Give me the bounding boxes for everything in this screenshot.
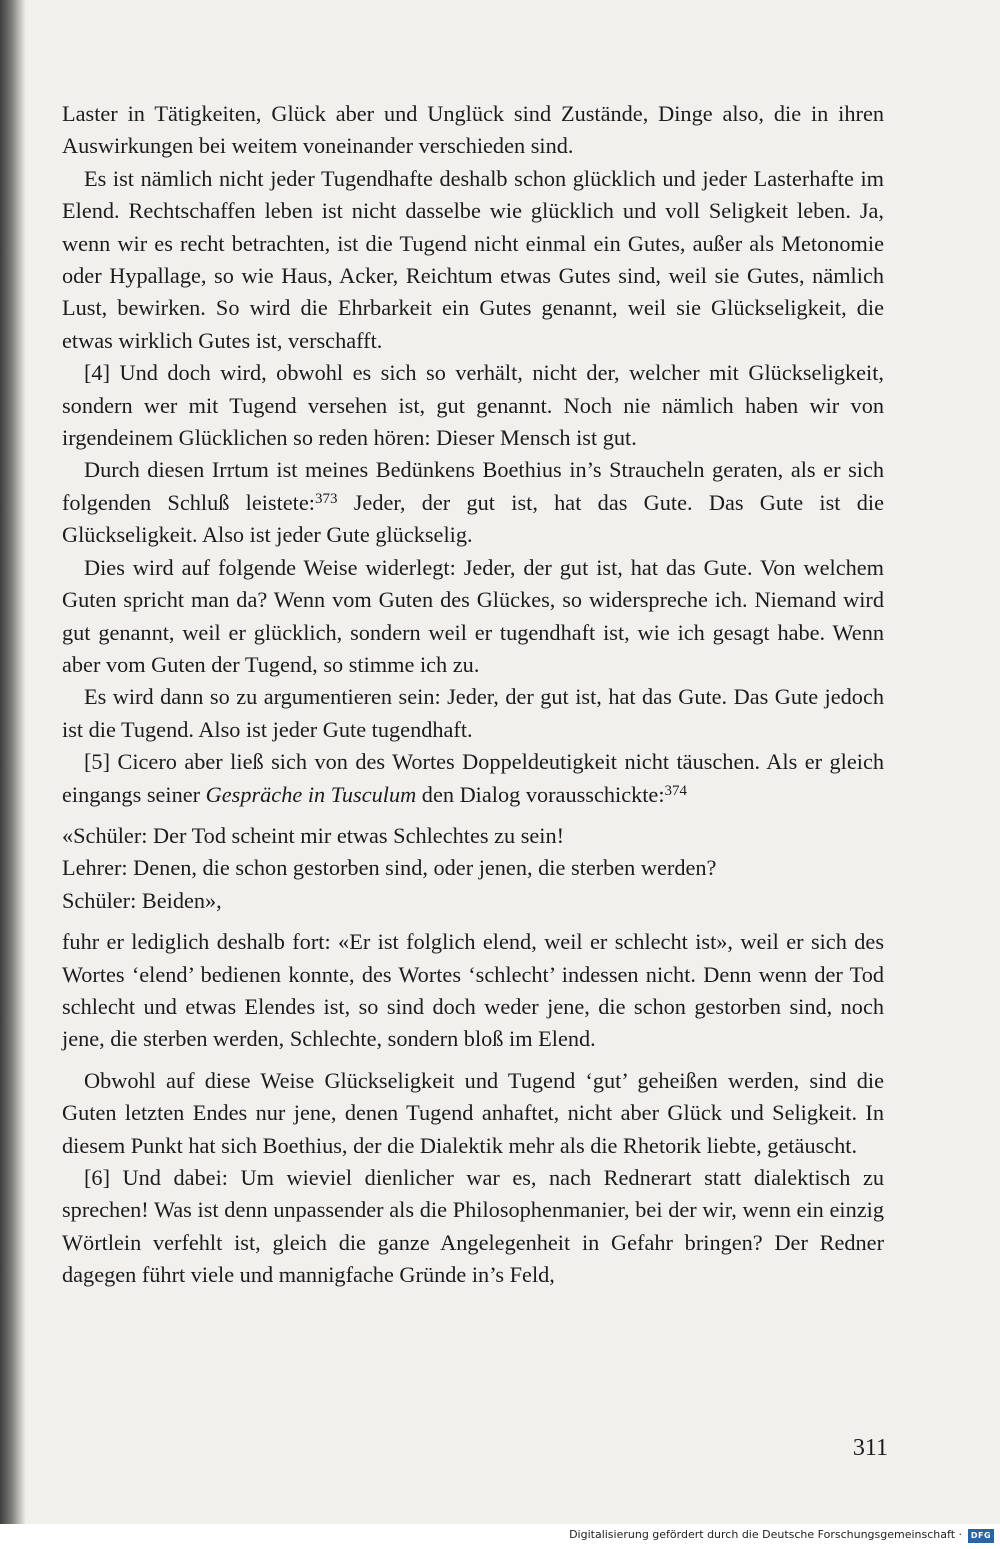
paragraph: Obwohl auf diese Weise Glückseligkeit und Tugend ‘gut’ geheißen werden, sind die Guten letzten Endes nur jene, denen Tugend anhaftet, nicht aber Glück und Seligkeit. In diesem Punkt hat sich Boethius, der die Dialektik mehr als die Rhetorik liebte, getäuscht. — [62, 1067, 884, 1158]
dialogue-line: Schüler: Beiden», — [62, 887, 222, 913]
paragraph: Es ist nämlich nicht jeder Tugendhafte deshalb schon glücklich und jeder Lasterhafte im Elend. Rechtschaffen leben ist nicht dasselbe wie glücklich und voll Seligkeit leben. Ja, wenn wir es recht betrachten, ist die Tugend nicht einmal ein Gutes, außer als Metonomie oder Hypallage, so wie Haus, Acker, Reichtum etwas Gutes sind, weil sie Gutes, nämlich Lust, bewirken. So wird die Ehrbarkeit ein Gutes genannt, weil sie Glückseligkeit, die etwas wirklich Gutes ist, verschafft. — [62, 165, 884, 353]
work-title: Gespräche in Tusculum — [205, 781, 417, 807]
paragraph-text: Jeder, der gut ist, hat das Gute. Das Gute ist die Glückseligkeit. Also ist jeder Gute glückselig. — [62, 489, 884, 548]
dialogue-line: Lehrer: Denen, die schon gestorben sind, oder jenen, die sterben werden? — [62, 855, 717, 881]
scan-edge-shadow — [0, 0, 26, 1549]
dialogue-line: «Schüler: Der Tod scheint mir etwas Schlechtes zu sein! — [62, 822, 565, 848]
body-text — [62, 98, 884, 1292]
paragraph: Es wird dann so zu argumentieren sein: Jeder, der gut ist, hat das Gute. Das Gute jedoch ist die Tugend. Also ist jeder Gute tugendhaft. — [62, 684, 884, 742]
paragraph — [62, 746, 884, 811]
paragraph: fuhr er lediglich deshalb fort: «Er ist folglich elend, weil er schlecht ist», weil er sich des Wortes ‘elend’ bedienen konnte, des Wortes ‘schlecht’ indessen nicht. Denn wenn der Tod schlecht und etwas Elendes ist, so sind doch weder jene, die schon gestorben sind, noch jene, die sterben werden, Schlechte, sondern bloß im Elend. — [62, 929, 884, 1052]
paragraph-text: den Dialog vorausschickte: — [416, 781, 665, 807]
page-number: 311 — [852, 1435, 888, 1461]
paragraph: Laster in Tätigkeiten, Glück aber und Unglück sind Zustände, Dinge also, die in ihren Auswirkungen bei weitem voneinander verschieden sind. — [62, 101, 884, 159]
paragraph: Dies wird auf folgende Weise widerlegt: Jeder, der gut ist, hat das Gute. Von welchem Guten spricht man da? Wenn vom Guten des Glückes, so widerspreche ich. Niemand wird gut genannt, weil er glücklich, sondern weil er tugendhaft ist, wie ich gesagt habe. Wenn aber vom Guten der Tugend, so stimme ich zu. — [62, 554, 884, 677]
dfg-logo-icon: DFG — [968, 1529, 994, 1543]
paragraph: [4] Und doch wird, obwohl es sich so verhält, nicht der, welcher mit Glückseligkeit, sondern wer mit Tugend versehen ist, gut genannt. Noch nie nämlich haben wir von irgendeinem Glücklichen so reden hören: Dieser Mensch ist gut. — [62, 360, 884, 451]
paragraph-text: Durch diesen Irrtum ist meines Bedünkens Boethius in’s Straucheln geraten, als er sich folgenden Schluß leistete: — [62, 457, 884, 515]
footnote-marker: 373 — [314, 490, 338, 507]
dialogue-quote — [62, 820, 884, 917]
digitization-credit-bar — [0, 1524, 1000, 1549]
paragraph — [62, 454, 884, 551]
footnote-marker: 374 — [664, 782, 688, 799]
credit-text: Digitalisierung gefördert durch die Deutsche Forschungsgemeinschaft · — [569, 1528, 962, 1541]
paragraph-text: [5] Cicero aber ließ sich von des Wortes Doppeldeutigkeit nicht täuschen. Als er gleich eingangs seiner — [62, 749, 884, 807]
paragraph: [6] Und dabei: Um wieviel dienlicher war es, nach Rednerart statt dialektisch zu sprechen! Was ist denn unpassender als die Philosophenmanier, bei der wir, wenn ein einzig Wörtlein verfehlt ist, gleich die ganze Angelegenheit in Gefahr bringen? Der Redner dagegen führt viele und mannigfache Gründe in’s Feld, — [62, 1165, 884, 1288]
